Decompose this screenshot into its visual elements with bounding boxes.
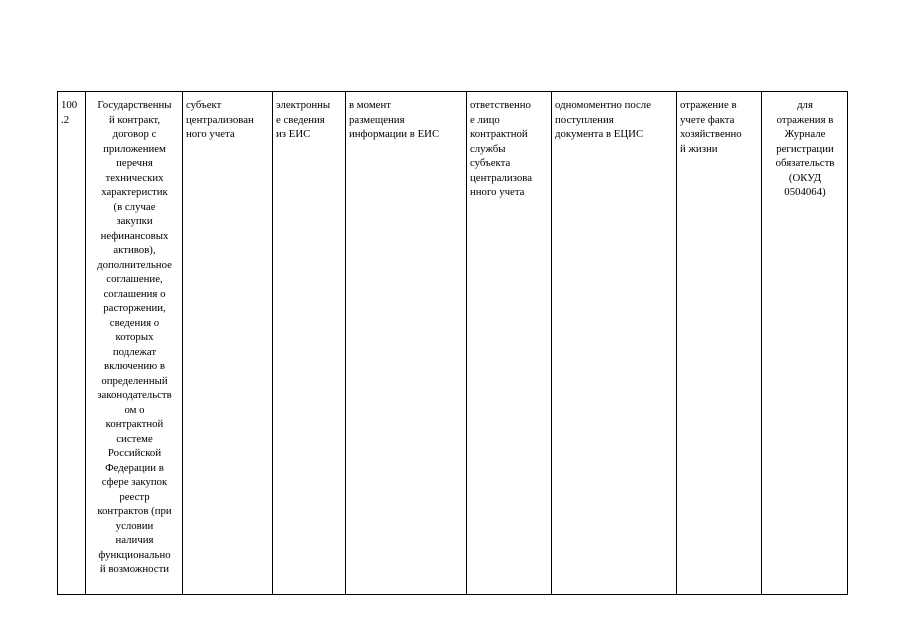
- register-cell: [762, 92, 848, 595]
- register-text: для отражения в Журнале регистрации обязательств (ОКУД 0504064): [775, 99, 835, 198]
- purpose-text: отражение в учете факта хозяйственно й жизни: [680, 99, 742, 155]
- form-cell: [273, 92, 346, 595]
- deadline-text: одномоментно после поступления документа в ЕЦИС: [555, 99, 651, 140]
- document-name-cell: [86, 92, 183, 595]
- document-table: [57, 91, 848, 595]
- row-number: 100 .2: [61, 99, 78, 126]
- document-name: Государственны й контракт, договор с приложением перечня технических характеристик (в случае закупки нефинансовых активов), дополнительное соглашение, соглашения о расторжении, сведения о которых подлежат включению в определенный законодательств ом о контрактной системе Российской Федерации в сфере закупок реестр контрактов (при условии наличия функционально й возможности: [97, 99, 172, 575]
- row-number-cell: [58, 92, 86, 595]
- form-text: электронны е сведения из ЕИС: [276, 99, 331, 140]
- deadline-cell: [552, 92, 677, 595]
- term-text: в момент размещения информации в ЕИС: [349, 99, 440, 140]
- creator-text: субъект централизован ного учета: [186, 99, 254, 140]
- purpose-cell: [677, 92, 762, 595]
- table-row: [58, 92, 848, 595]
- responsible-text: ответственно е лицо контрактной службы субъекта централизова нного учета: [470, 99, 532, 198]
- responsible-cell: [467, 92, 552, 595]
- creator-cell: [183, 92, 273, 595]
- term-cell: [346, 92, 467, 595]
